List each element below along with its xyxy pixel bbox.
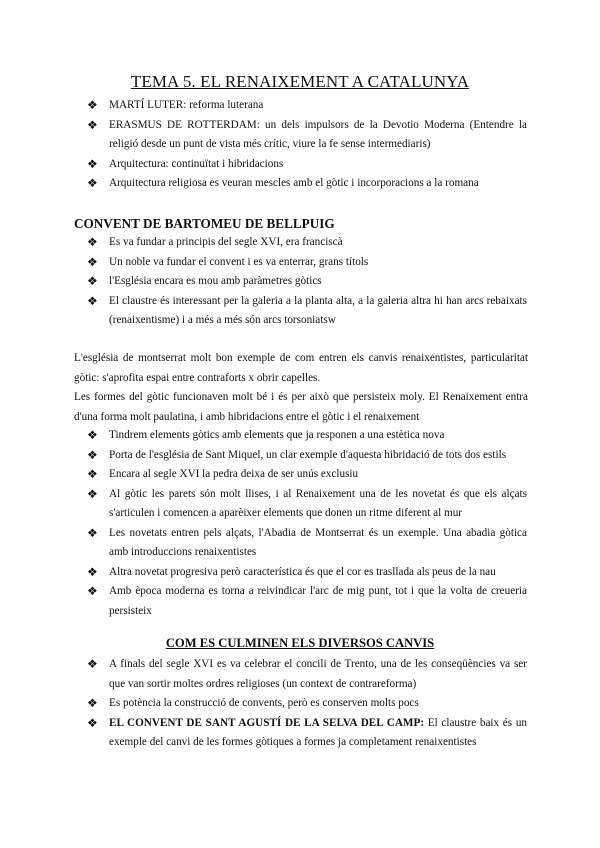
diamond-bullet-icon: ❖	[87, 293, 98, 308]
diamond-bullet-icon: ❖	[87, 447, 98, 462]
bellpuig-bullet-list	[87, 233, 527, 331]
list-item: ❖ ERASMUS DE ROTTERDAM: un dels impulsors de la Devotio Moderna (Entendre la religió desde un punt de vista més crític, viure la fe sense intermediaris)	[87, 117, 527, 150]
list-item: ❖ Es potència la construcció de convents, però es conserven molts pocs	[87, 694, 527, 714]
list-item: ❖ l'Església encara es mou amb paràmetres gòtics	[87, 272, 527, 292]
diamond-bullet-icon: ❖	[87, 274, 98, 288]
diamond-bullet-icon: ❖	[87, 564, 98, 579]
diamond-bullet-icon: ❖	[87, 176, 98, 190]
list-item: ❖ MARTÍ LUTER: reforma luterana	[87, 96, 527, 116]
diamond-bullet-icon: ❖	[87, 156, 98, 171]
list-item: ❖ Porta de l'església de Sant Miquel, un clar exemple d'aquesta hibridació de tots dos estils	[87, 446, 527, 466]
list-item: ❖ A finals del segle XVI es va celebrar el concili de Trento, una de les conseqüències va ser que van sortir moltes ordres religioses (un context de contrareforma)	[87, 657, 527, 690]
section-heading-culmination: COM ES CULMINEN ELS DIVERSOS CANVIS	[165, 636, 435, 650]
diamond-bullet-icon: ❖	[87, 715, 98, 730]
paragraph-montserrat: L'església de montserrat molt bon exemple de com entren els canvis renaixentistes, particularitat gòtic: s'aprofita espai entre contraforts x obrir capelles.	[74, 352, 528, 384]
diamond-bullet-icon: ❖	[87, 467, 98, 481]
list-item: ❖ Al gòtic les parets són molt llises, i al Renaixement una de les novetat és que els alçats s'articulen i comencen a aparèixer elements que donen un ritme diferent al mur	[87, 486, 527, 519]
list-item: ❖ Les novetats entren pels alçats, l'Abadia de Montserrat és un exemple. Una abadia gòtica amb introduccions renaixentistes	[87, 525, 527, 558]
convent-name: EL CONVENT DE SANT AGUSTÍ DE LA SELVA DEL CAMP:	[109, 716, 425, 729]
list-item: ❖ Es va fundar a principis del segle XVI, era franciscà	[87, 233, 527, 253]
list-item: ❖ EL CONVENT DE SANT AGUSTÍ DE LA SELVA DEL CAMP: El claustre baix és un exemple del canvi de les formes gòtiques a formes ja completament renaixentistes	[87, 715, 528, 748]
diamond-bullet-icon: ❖	[87, 117, 98, 132]
diamond-bullet-icon: ❖	[87, 486, 98, 501]
list-item: ❖ Arquitectura: continuïtat i hibridacions	[87, 155, 527, 175]
paragraph-gothic-forms: Les formes del gòtic funcionaven molt bé i és per això que persisteix moly. El Renaixement entra d'una forma molt paulatina, i amb hibridacions entre el gòtic i el renaixement	[74, 391, 528, 423]
intro-bullet-list	[87, 96, 527, 194]
list-item: ❖ Altra novetat progresiva però característica és que el cor es trasllada als peus de la nau	[87, 563, 527, 583]
diamond-bullet-icon: ❖	[87, 696, 98, 710]
list-item: ❖ Arquitectura religiosa es veuran mescles amb el gòtic i incorporacions a la romana	[87, 174, 527, 194]
culmination-bullet-list	[87, 655, 527, 753]
section-heading-bellpuig: CONVENT DE BARTOMEU DE BELLPUIG	[74, 216, 335, 231]
diamond-bullet-icon: ❖	[87, 525, 98, 540]
diamond-bullet-icon: ❖	[87, 235, 98, 249]
list-item: ❖ Encara al segle XVI la pedra deixa de ser unús exclusiu	[87, 465, 527, 485]
diamond-bullet-icon: ❖	[87, 254, 98, 269]
list-item: ❖ Tindrem elements gòtics amb elements que ja responen a una estètica nova	[87, 426, 527, 446]
list-item: ❖ El claustre és interessant per la galeria a la planta alta, a la galeria altra hi han arcs rebaixats (renaixentisme) i a més a més són arcs torsoniatsw	[87, 293, 527, 326]
page-title: TEMA 5. EL RENAIXEMENT A CATALUNYA	[130, 72, 470, 91]
diamond-bullet-icon: ❖	[87, 657, 98, 671]
diamond-bullet-icon: ❖	[87, 584, 98, 598]
list-item: ❖ Un noble va fundar el convent i es va enterrar, grans títols	[87, 253, 527, 273]
diamond-bullet-icon: ❖	[87, 428, 98, 442]
diamond-bullet-icon: ❖	[87, 98, 98, 112]
hybrid-bullet-list	[87, 426, 527, 621]
list-item: ❖ Amb època moderna es torna a reivindicar l'arc de mig punt, tot i que la volta de creueria persisteix	[87, 584, 527, 617]
